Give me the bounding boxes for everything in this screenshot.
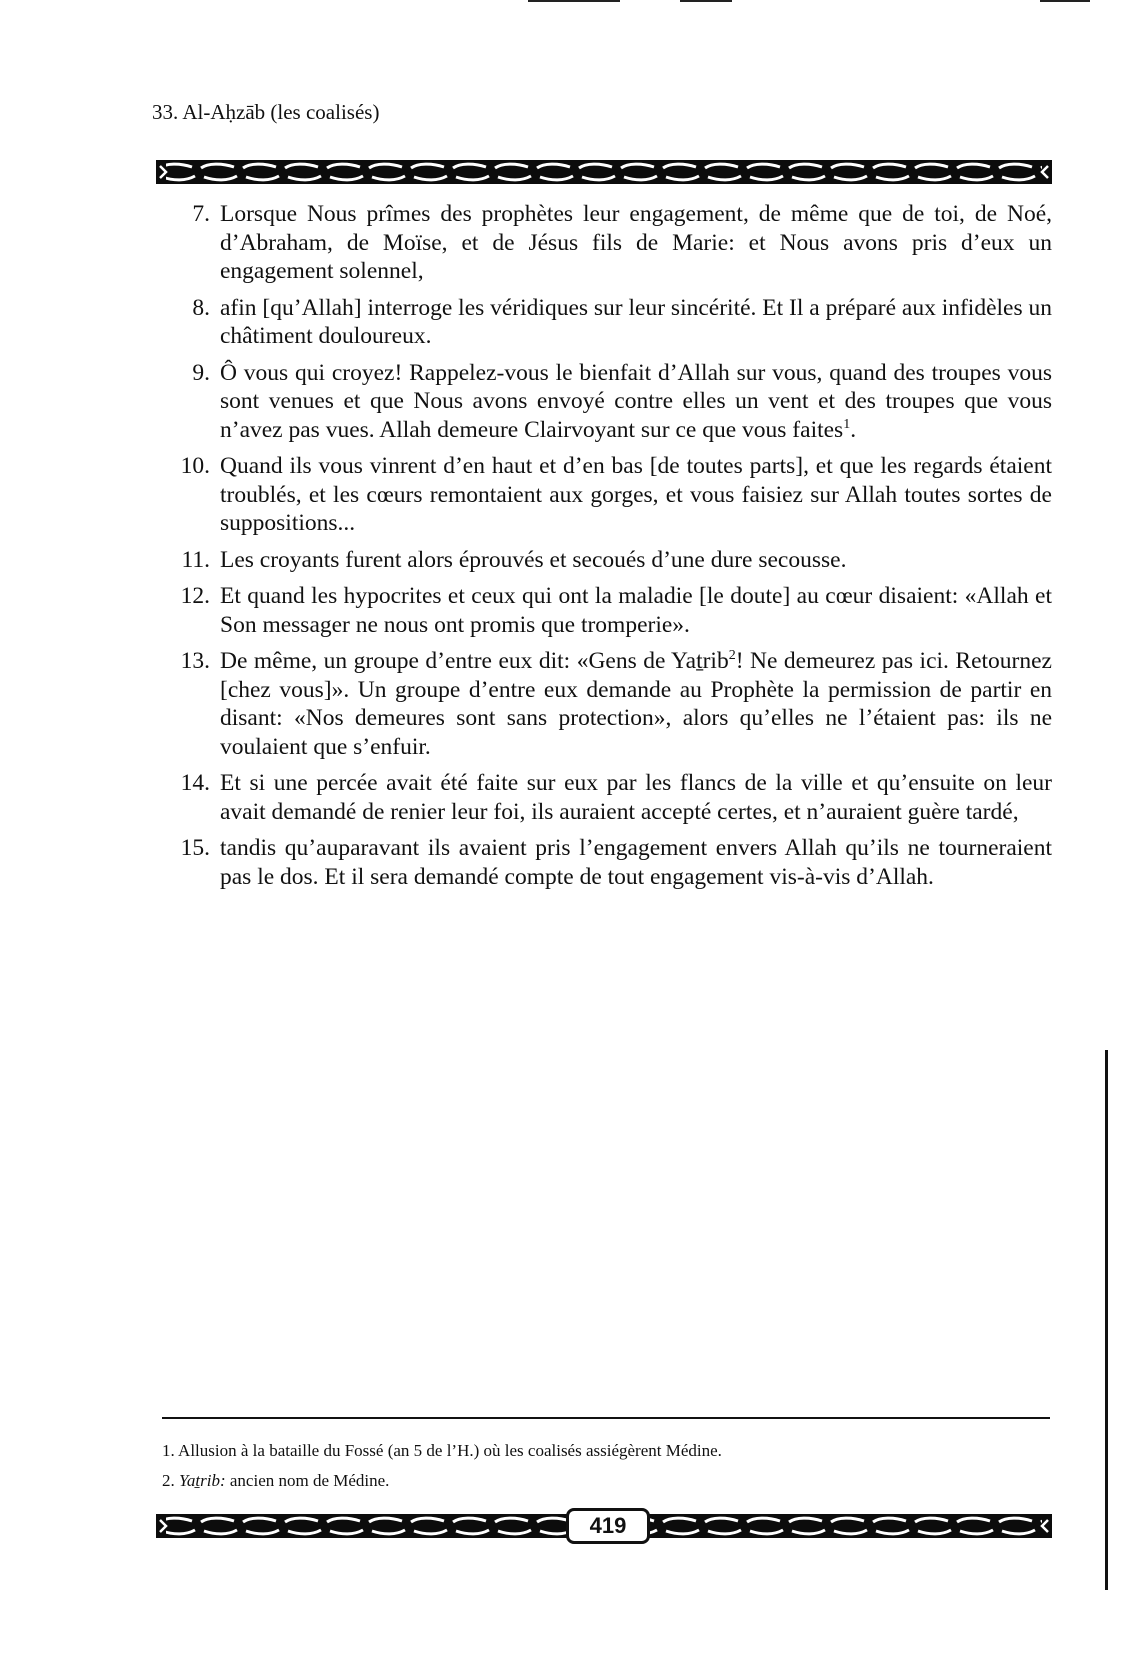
verse-number: 8. bbox=[192, 294, 210, 321]
footnote-term: Yaṯrib: bbox=[179, 1471, 226, 1490]
verse bbox=[150, 200, 1052, 286]
verse-text-container bbox=[220, 647, 1052, 761]
verse-number: 15. bbox=[180, 835, 210, 861]
footnote-definition: ancien nom de Médine. bbox=[225, 1471, 390, 1490]
verse-text: De même, un groupe d’entre eux dit: «Gens de Yaṯrib bbox=[220, 648, 729, 674]
verse-text: Et quand les hypocrites et ceux qui ont la maladie [le doute] au cœur disaient: «Allah et Son messager ne nous ont promis que tromperie». bbox=[220, 583, 1052, 638]
footnote-reference: 1 bbox=[843, 416, 851, 432]
verse bbox=[150, 647, 1052, 761]
scan-mark bbox=[1040, 0, 1090, 2]
scan-edge bbox=[1105, 1050, 1108, 1590]
scan-mark bbox=[680, 0, 732, 2]
verse bbox=[150, 834, 1052, 891]
verse-text: Lorsque Nous prîmes des prophètes leur engagement, de même que de toi, de Noé, d’Abraham, de Moïse, et de Jésus fils de Marie: et Nous avons pris d’eux un engagement solennel, bbox=[220, 201, 1052, 284]
verse-text-container bbox=[220, 359, 1052, 445]
verse-text-continued: ! Ne demeurez pas ici. Retournez [chez vous]». Un groupe d’entre eux demande au Prophète la permission de partir en disant: «Nos demeures sont sans protection», alors qu’elles ne l’étaient pas: ils ne voulaient que s’enfuir. bbox=[220, 648, 1052, 760]
verse-text: Et si une percée avait été faite sur eux par les flancs de la ville et qu’ensuite on leur avait demandé de renier leur foi, ils auraient accepté certes, et n’auraient guère tardé, bbox=[220, 770, 1052, 825]
verse bbox=[150, 546, 1052, 575]
verse-text: tandis qu’auparavant ils avaient pris l’engagement envers Allah qu’ils ne tourneraient pas le dos. Et il sera demandé compte de tout engagement vis-à-vis d’Allah. bbox=[220, 835, 1052, 890]
page-header: 33. Al-Aḥzāb (les coalisés) bbox=[152, 100, 380, 124]
verse bbox=[150, 452, 1052, 538]
verse bbox=[150, 769, 1052, 826]
verse bbox=[150, 359, 1052, 445]
verse-number: 13. bbox=[180, 648, 210, 674]
verse-list bbox=[150, 200, 1052, 899]
footnote-1: 1. Allusion à la bataille du Fossé (an 5 de l’H.) où les coalisés assiégèrent Médine. bbox=[162, 1441, 722, 1460]
ornament-pattern bbox=[156, 160, 1052, 184]
footnote-2: 2. Yaṯrib: ancien nom de Médine. bbox=[162, 1471, 390, 1490]
verse-text: Ô vous qui croyez! Rappelez-vous le bienfait d’Allah sur vous, quand des troupes vous sont venues et que Nous avons envoyé contre elles un vent et des troupes que vous n’avez pas vues. Allah demeure Clairvoyant sur ce que vous faites bbox=[220, 359, 1052, 443]
verse-number: 11. bbox=[181, 546, 210, 573]
footnote-divider bbox=[162, 1417, 1050, 1419]
verse-number: 9. bbox=[192, 359, 210, 386]
verse-number: 12. bbox=[180, 583, 210, 609]
ornamental-band-top bbox=[156, 160, 1052, 184]
footnotes bbox=[162, 1436, 1050, 1496]
verse-number: 14. bbox=[180, 770, 210, 796]
verse-text: Les croyants furent alors éprouvés et secoués d’une dure secousse. bbox=[220, 546, 847, 573]
verse-number: 10. bbox=[180, 453, 210, 479]
page-number: 419 bbox=[566, 1508, 650, 1544]
verse bbox=[150, 582, 1052, 639]
verse bbox=[150, 294, 1052, 351]
scan-mark bbox=[528, 0, 620, 2]
verse-number: 7. bbox=[192, 201, 210, 227]
verse-text: Quand ils vous vinrent d’en haut et d’en bas [de toutes parts], et que les regards étaient troublés, et les cœurs remontaient aux gorges, et vous faisiez sur Allah toutes sortes de suppositions... bbox=[220, 453, 1052, 536]
verse-text: afin [qu’Allah] interroge les véridiques sur leur sincérité. Et Il a préparé aux infidèles un châtiment douloureux. bbox=[220, 294, 1052, 349]
footnote-reference: 2 bbox=[728, 648, 736, 664]
verse-text-continued: . bbox=[850, 416, 857, 443]
